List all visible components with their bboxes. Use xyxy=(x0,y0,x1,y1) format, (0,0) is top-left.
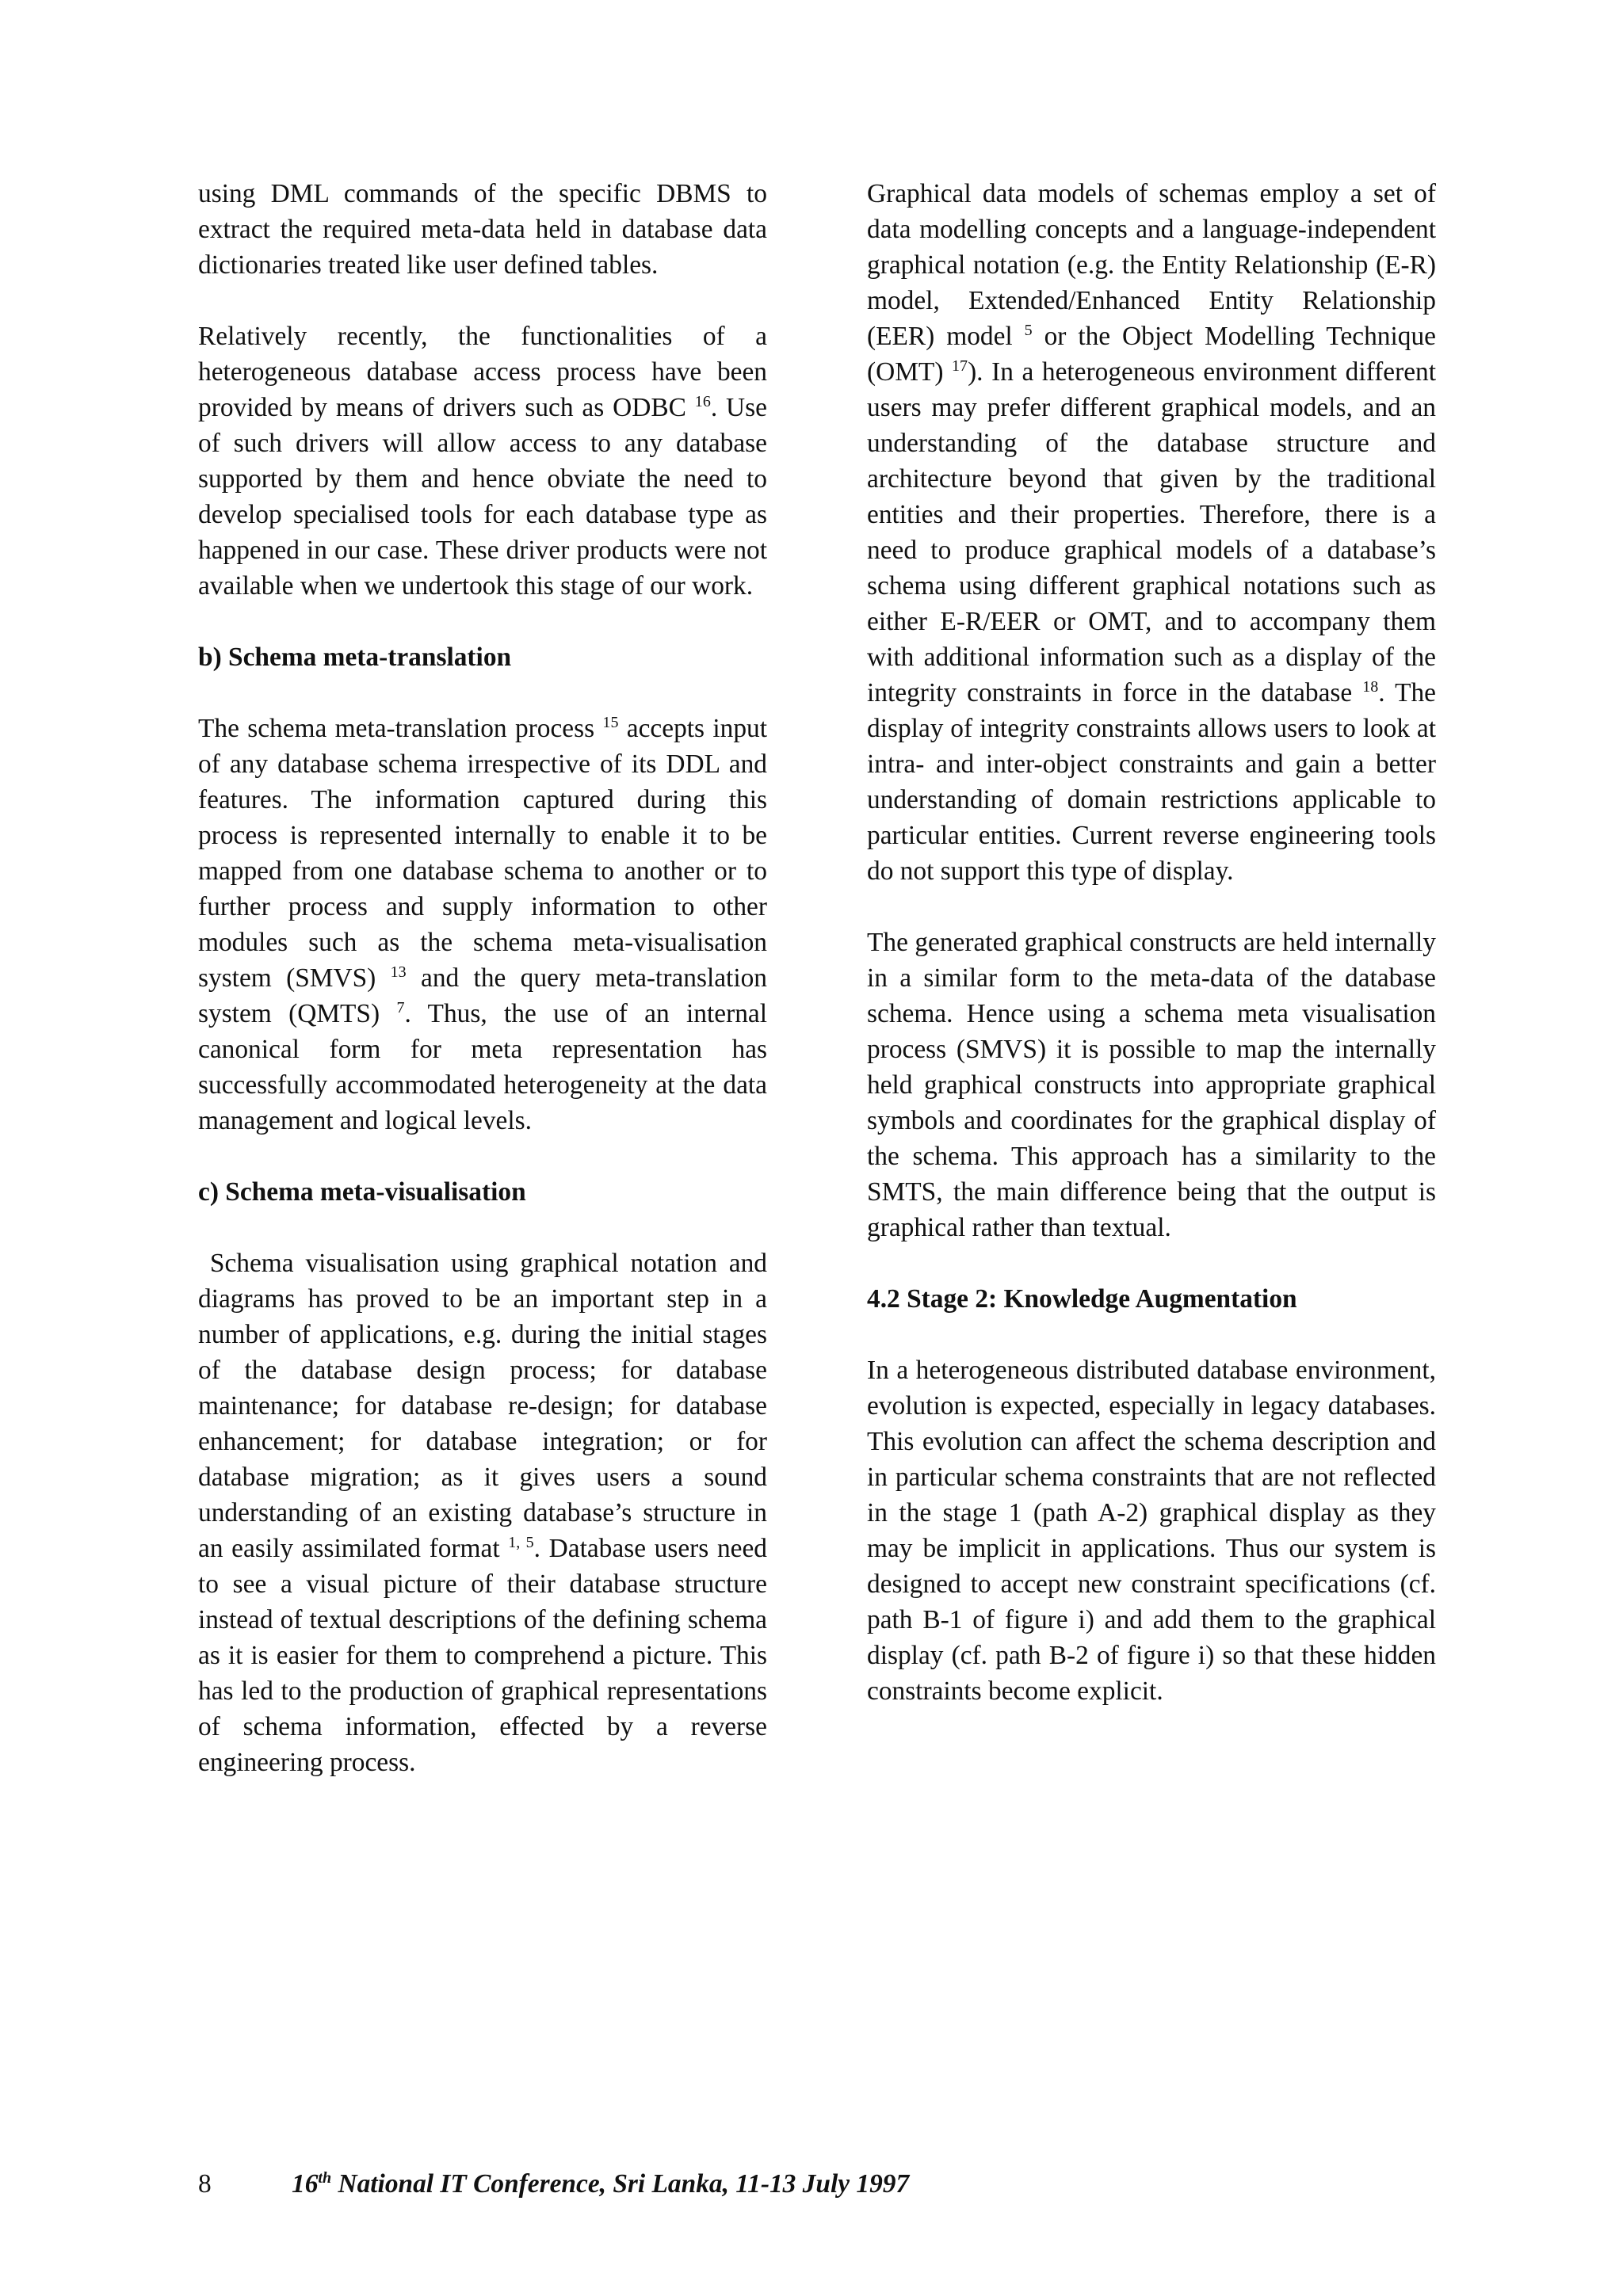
section-heading-schema-meta-visualisation: c) Schema meta-visualisation xyxy=(198,1177,526,1207)
paragraph-graphical-models: Graphical data models of schemas employ a set of data modelling concepts and a language-independent graphical notation (e.g. the Entity Relationship (E-R) model, Extended/Enhanced Entity Relationship (EER) model $^5$ or the Object Modelling Technique (OMT) $^{17}$). In a heterogeneous environment different users may prefer different graphical models, and an understanding of the database structure and architecture beyond that given by the traditional entities and their properties. Therefore, there is a need to produce graphical models of a database’s schema using different graphical notations such as either E-R/EER or OMT, and to accompany them with additional information such as a display of the integrity constraints in force in the database $^{18}$. The display of integrity constraints allows users to look at intra- and inter-object constraints and gain a better understanding of domain restrictions applicable to particular entities. Current reverse engineering tools do not support this type of display. xyxy=(867,179,1436,886)
citation-ref: 15 xyxy=(602,713,619,731)
citation-ref: 13 xyxy=(390,963,407,981)
left-column xyxy=(198,176,767,1780)
paragraph-meta-translation: The schema meta-translation process $^{15}$ accepts input of any database schema irrespective of its DDL and features. The information captured during this process is represented internally to enable it to be mapped from one database schema to another or to further process and supply information to other modules such as the schema meta-visualisation system (SMVS) $^{13}$ and the query meta-translation system (QMTS) $^7$. Thus, the use of an internal canonical form for meta representation has successfully accommodated heterogeneity at the data management and logical levels. xyxy=(198,713,767,1135)
citation-ref: 17 xyxy=(952,357,968,375)
citation-ref: 5 xyxy=(1024,321,1033,339)
page-number: 8 xyxy=(198,2169,212,2199)
page-footer xyxy=(198,2166,909,2202)
right-column xyxy=(867,176,1436,1709)
section-heading-schema-meta-translation: b) Schema meta-translation xyxy=(198,643,512,672)
section-heading-knowledge-augmentation: 4.2 Stage 2: Knowledge Augmentation xyxy=(867,1284,1297,1314)
paragraph-evolution: In a heterogeneous distributed database environment, evolution is expected, especially in legacy databases. This evolution can affect the schema description and in particular schema constraints that are not reflected in the stage 1 (path A-2) graphical display as they may be implicit in applications. Thus our system is designed to accept new constraint specifications (cf. path B-1 of figure i) and add them to the graphical display (cf. path B-2 of figure i) so that these hidden constraints become explicit. xyxy=(867,1356,1436,1706)
citation-ref: 18 xyxy=(1362,677,1379,696)
paragraph-dml: using DML commands of the specific DBMS to extract the required meta-data held in database data dictionaries treated like user defined tables. xyxy=(198,179,767,280)
citation-ref: 1, 5 xyxy=(508,1533,534,1551)
conference-name: 16th National IT Conference, Sri Lanka, 11-13 July 1997 xyxy=(292,2168,910,2199)
citation-ref: 16 xyxy=(694,392,711,410)
paragraph-visualisation: Schema visualisation using graphical notation and diagrams has proved to be an important step in a number of applications, e.g. during the initial stages of the database design process; for database maintenance; for database re-design; for database enhancement; for database integration; or for database migration; as it gives users a sound understanding of an existing database’s structure in an easily assimilated format $^{1, 5}$. Database users need to see a visual picture of their database structure instead of textual descriptions of the defining schema as it is easier for them to comprehend a picture. This has led to the production of graphical representations of schema information, effected by a reverse engineering process. xyxy=(198,1249,767,1777)
paragraph-graphical-constructs: The generated graphical constructs are held internally in a similar form to the meta-data of the database schema. Hence using a schema meta visualisation process (SMVS) it is possible to map the internally held graphical constructs into appropriate graphical symbols and coordinates for the graphical display of the schema. This approach has a similarity to the SMTS, the main difference being that the output is graphical rather than textual. xyxy=(867,928,1436,1242)
citation-ref: 7 xyxy=(396,998,405,1016)
paragraph-odbc: Relatively recently, the functionalities of a heterogeneous database access process have been provided by means of drivers such as ODBC $^{16}$. Use of such drivers will allow access to any database supported by them and hence obviate the need to develop specialised tools for each database type as happened in our case. These driver products were not available when we undertook this stage of our work. xyxy=(198,322,767,601)
